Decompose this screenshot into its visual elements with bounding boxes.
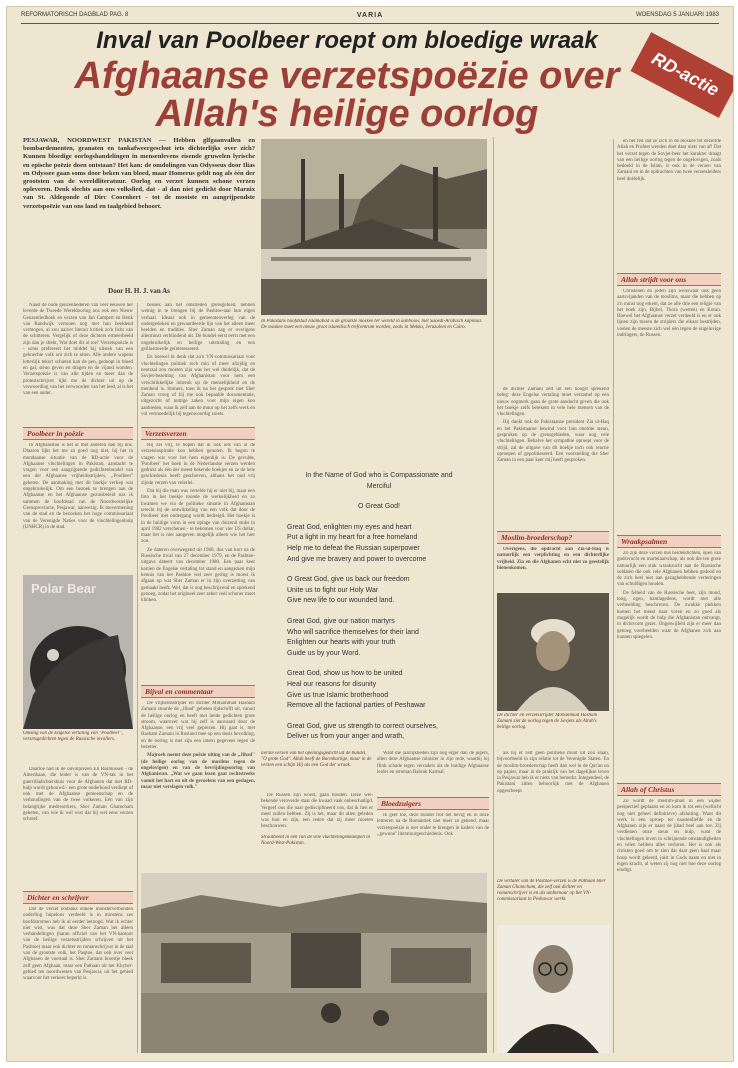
subhead-moslim: Moslim-broederschap? [497, 531, 609, 544]
col5-para-a: en het feit dat ze zich in de moskee tot dezelfde Allah en Profeet wenden doet daar niets van af! Dat het verzet tegen de Sovjet-beer het karakter draagt van een heilige oorlog tegen de ongelovigen, zoals bedoeld in de Islam, is ook in de verzen van Zamani en in de opdrachten van twee verzetsleiders heel duidelijk. [617, 139, 721, 182]
poem-stanza-1 [269, 523, 489, 565]
header-paper-name: REFORMATORISCH DAGBLAD PAG. 8 [21, 12, 129, 18]
col4-para-b: Hij dankt ook de Pakistaanse president Zia ul-Haq en het Pakistaanse bewind voor hun enorme steun, gesproken op de grensgebieden, waar nog vele vluchtelingen. Behalve het sympathie oproept voor de strijd, zal de uitgave van dit boekje toch ook reactie oproepen of gepolitieseerd. Een voorstelling die Sher Zaman in een paar keer mij heeft gesproken. [497, 420, 609, 464]
col5-para-e: Zo wordt de moslim-jihad in een wijder perspectief geplaatst en zo kom ik tot een (wellicht nog niet geheel definitieve) afsluiting. Want dit werk is een oproep tot naastenliefde en de Afghanen zijn er naast de jihad heel aan toe. Zij verdienen onze steun en hulp, want de vluchtelingen leven in schrijnende omstandigheden en velen hebben alles verloren. Het is ook als christen goed om te zien dat daar geen haat maar hoop wordt geleerd, juist in Gods naam en niet in eigen kracht, al weten zij nog niet hoe deze oorlog eindigt. [617, 799, 721, 874]
mosque-image [261, 139, 487, 315]
article-text-col4-top [497, 387, 609, 527]
subhead-allah-christus: Allah of Christus [617, 783, 721, 796]
poem-line: Great God, show us how to be united [287, 670, 403, 678]
caption-sher-verses: Eerste versen van het openingsgedicht uit de bundel, "O grote God". Allah heeft de Barmhartige, maar in de verzen een schijn Hij als een God der wraak. [261, 751, 372, 768]
mosque-photo [261, 139, 487, 315]
poem-line: Help me to defeat the Russian superpower [287, 544, 420, 552]
poem-line: Guide us by your Word. [287, 649, 361, 657]
col5-para-b: Christenen en joden zijn weliswaar ook geen aartsvijanden van de moslims, maar die hebben op z'n minst nog erkent, dat ze alle drie een religie van het boek zijn, Bijbel, Thora (wetten) en Koran. Hoewel het Afghaanse verzet verdeeld is en er ook lijnen zijn tussen de strijders die elkaar bestrijden, voelen de meeste zich wel één tegen de ongelovige indringers, de Russen. [617, 289, 721, 339]
column-rule-4 [493, 137, 494, 1053]
col2-para-d: Dat hij die man was vertelde hij er niet bij, maar een foto in het boekje toonde de werkelijkheid en zo kwamen we via de politieke situatie in Afghanistan terecht bij de ontwikkeling van een volk dat door de Poolbeer met ondergang wordt bedreigd. Het boekje is in de huidige vorm in een oplage van duizend stuks in april 1982 verschenen - te bekomen voor vier US dollar, maar het is niet aangeven mogelijk alleen wie het hier zou. [141, 489, 255, 545]
poem-line: Deliver us from your anger and wrath, [287, 733, 405, 741]
poem-heading: O Great God! [357, 503, 401, 511]
byline: Door H. H. J. van As [108, 287, 170, 295]
rd-actie-badge: RD-actie [631, 32, 734, 118]
caption-poster: Omslag van de Engelse vertaling van "Poolbeer", verzetsgedichten tegen de Russische invallers. [23, 731, 123, 742]
subhead-bijval: Bijval en commentaar [141, 685, 255, 698]
article-text-col1-top [23, 303, 133, 423]
poem-box [269, 471, 489, 743]
poem-title-line-2: Merciful [366, 482, 392, 490]
translator-image [497, 925, 609, 1053]
col2-para-b: En hoewel ik denk dat zo'n VN-commissariaat voor vluchtelingen politiek toch min of meer afzijdig en neutraal zou moeten zijn was het wel duidelijk, dat de Sovjet-bezetting van Afghanistan voor hem een verschrikkelijke inbreuk op de menselijkheid en de menheid is. Immers, toen ik na het gesprek met Sher Zaman vroeg of hij me ook bepaalde documentatie, uitgezocht of nuttige zaken voor mijn eigen kon aanbieden, waar ik zelf aan de muur op het zelfs werk en vol vermoedelijk bij tegenwoordig zoiets. [141, 355, 255, 418]
poem-line: Great God, give our nation martyrs [287, 617, 395, 625]
caption-translator: De vertaler van de Pashtoe-verzen is de Pathaan Sher Zaman Ghamcham, die zelf ook dichter en romanschrijver is en als ambtenaar op het VN-commissariaat in Peshawar werkt. [497, 879, 606, 902]
intro-text: PESJAWAR, NOORDWEST PAKISTAN — Hebben glfgaanvallen en bombardementen, granaten en tankafweergeschut iets dichterlijks over zich? Kunnen bloedige oorlogshandelingen in mensenlevens eisende gruwelen lyrische en epische poëzie doen ontstaan? Het kan: de omdolingen van Odysseus door Ilias en Odyssee gaan soms door beken van bloed, maar Homerus geldt nog als één der grootsten van de wereldliteratuur. Oorlog en verzet kunnen schone verzen opleveren. Denk slechts aan ons volkslied, dat - al dan niet gedicht door Marnix van St. Aldegonde of Dirc Coornhert - tot de mooiste en aangrijpendste verzetspoëzie van ons land en taalgebied behoort. [23, 137, 255, 210]
poem-stanza-5 [269, 722, 489, 743]
column-rule-5 [613, 139, 614, 1053]
col2-para-f: De vrijheidsstrijder en dichter Mohammad Hasham Zamani stuurde de ,,Jihad'' geheten tijdschrift uit, vanuit de heilige oorlog en heeft met beide gedichten grote stroom, waarover wat hij zelf is aanvaard door de Afghaanse, een vrij veel geprezen. Hij gaat is, met Hasham Zamani in Rusland mee op een dosis bevolking, en de oorlog is met zijn een intern gegevens tegen de bezetter. [141, 701, 255, 751]
main-headline: Afghaanse verzetspoëzie over Allah's heilige oorlog [74, 55, 620, 135]
col4-para-a: de dichter Zamani zelf uit een hoogst sprekend beleg: deze Engelse vertaling moet verzamel op een nieuw oogmerk gaan de grote aandacht geven die ook het boekje zelfs betekent in vele hele mensen van de vluchtelingen. [497, 387, 609, 418]
page-header [21, 12, 719, 22]
poem-line: Great God, enlighten my eyes and heart [287, 523, 412, 531]
refugee-camp-image [141, 873, 487, 1053]
polar-bear-illustration [23, 575, 133, 729]
poem-stanza-2 [269, 575, 489, 607]
header-date: WOENSDAG 5 JANUARI 1983 [635, 12, 719, 18]
article-text-col2-top [141, 303, 255, 423]
caption-elder: De dichter en verzetsstrijder Mohammad Hasham Zamani ziet de oorlog tegen de Sovjets als Allah's heilige oorlog. [497, 713, 598, 730]
poem-title-line-1: In the Name of God who is Compassionate and [305, 472, 453, 479]
article-text-col5-top [617, 139, 721, 267]
subhead-bloedzuigers: Bloedzuigers [377, 797, 489, 810]
article-text-col5-bottom [617, 799, 721, 1053]
polar-bear-poster [23, 575, 133, 729]
article-text-col1-bottom [23, 907, 133, 1055]
col1-para-a: Naast de oude geuzenliederen van veer eeuwen her leverde de Tweede Wereldoorlog ons ook een Nieuw Geuzenliedboek en verzen van Jan Campert en Henk van Randwijk vertonen nog met hun beeldend vermogen, al zou naiver literair kritiek zo'n licht van de schitteren. Vergelijk of deze dichters ermeerbeeld zijn dan je stiekt, Wat doet dit al toe? Verzetspoëzie is - soms prefereert het middel bij uitstek van een geknechte volk om zich te uiten. Alle andere wapens letterlijk tekort schieten kan de pen, gedoopt in bloed en gal, steun geven en dragen en de vijand wonden. Verzetspoëzie is van alle tijden en meer dan de protestschrijver lijkt me de dichter uit op de verwoording van het verwoorden van het leed, al is het van een ander. [23, 303, 133, 397]
col1-para-d: Dat de verzet ondanks enkele monsterverbonden onderling hopeloos verdeeld is in minstens zes hoofdstromen heb ik al eerder betoogd. Wat ik echter niet wist, was dat deze Sher Zaman het alleen verhandelingen (haran officiel van het VN-kantoor van de heilige verzetsstrijders schrijven uit het Pashtoe) maar ook dichter en romanschrijver in de taal van de grootste volk, het Pasjtoe, dat ook over veel Afghanen de voertaal is. Sher Zamans broertje bleek zelf geen Afghaan, maar een Pathaan uit het Khyber-gebied ten noordwesten van Pesjawar, uit het gebied waarvoor het verkeer beperkt is. [23, 907, 133, 982]
poem-stanza-3 [269, 617, 489, 659]
col4-para-d: als hij er zelf geen politieke munt uit zou slaan, bijvoorbeeld in zijn relatie tot de Verenigde Staten. En de moslim-broederschap heeft dan wel in de Qur'an en op papier, maar in de praktijk van het dagelijkse leven in Pesjawar heb ik er niets van bemerkt. Integendeel, de Pakistani zitten behoorlijk met de Afghanen opgescheept [497, 751, 609, 794]
subhead-poolbeer: Poolbeer in poëzie [23, 427, 133, 440]
subhead-dichter: Dichter en schrijver [23, 891, 133, 904]
col4-para-c: Overigens, die opdracht aan Zia-ul-Haq is natuurlijk een verplichting en een dichterlijke vrijheid. Zia en die Afghanen echt niet zo geestelijk bienenkomen. [497, 547, 609, 571]
poem-line: Give us true Islamic brotherhood [287, 691, 389, 699]
poem-line: Put a light in my heart for a free homeland [287, 534, 418, 542]
article-text-col5-low [617, 551, 721, 777]
article-text-col3-c [377, 813, 489, 869]
col3-para-c: Ik geef toe, deze bundel trof het hevig en in onze lettreren na de Romantiek niet meer zo gekend, maar verzetspoëzie is met onder te brengen in kaders van de ,,gewone'' literatuurgeschiedenis. Ook [377, 813, 489, 837]
newspaper-page [6, 6, 734, 1062]
col2-para-e: Ze dateren overwegend uit 1980, dus van kort na de Russische inval van 27 december 1979, en de Pashtoe-uitgave dateert van december 1980. Een paar keer komen de Engelse vertaling tot stand en aangezien mijn kennis van het Pashtoe wel zeer gering is moest ik afgaan op wat Sher Zaman er in zijn overzetting van gemaakt heeft. Wel, dat is nog beschrijvend en sprekend genoeg, zodat het origineel zeer zeker veel schoner moet klinken. [141, 547, 255, 604]
article-text-col3-a [261, 793, 373, 833]
poem-line: Who will sacrifice themselves for their land [287, 628, 419, 636]
poem-line: Unite us to fight our Holy War [287, 586, 379, 594]
article-text-col4-mid [497, 547, 609, 589]
header-rule [21, 23, 719, 24]
col2-para-g: Majroeh noemt deze poëzie uiting van de ,,Jihad'' (de heilige oorlog van de moslims tegen de ongelovigen) en van de bevrijdingsoorlog van Afghanistan. ,,Wat we gaan lezen gaat rechtstreeks vanuit het hart en uit de gevoelens van een geslagen, maar niet verslagen volk.'' [141, 753, 255, 790]
col5-para-d: De felheid van de Russische beer, zijn mond, tong, ogen, hamlagedens, wordt met alle verbeelding beschreven. De zwakke plekken komen het meest naar voren en zo goed als mogelijk wordt de hulp die Afghanistan ontvangt, in dichtvorm gezet. Ongetwijfeld zijn er meer dan genoeg voorbeelden waar de Afghanen zich aan kunnen spiegelen. [617, 590, 721, 640]
poem-line: Give new life to our wounded land. [287, 597, 395, 605]
article-text-col2-low [141, 701, 255, 859]
kicker-headline: Inval van Poolbeer roept om bloedige wraak [96, 27, 598, 54]
caption-mosque: In Pakistans hoofdstad Islamabad is de grootste moskee ter wereld in aanbouw, met Saoedi-Arabisch kapitaal. De moskee moet een nieuw groot islamitisch trefcentrum worden, zoals in Mekka, Jeruzalem en Caïro. [261, 319, 483, 330]
subhead-verzetsverzen: Verzetsverzen [141, 427, 255, 440]
poem-stanza-4 [269, 669, 489, 711]
article-text-col1-mid [23, 443, 133, 539]
poem-line: Enlighten our hearts with your truth [287, 639, 396, 647]
caption-camp: Straatbeeld in één van de vele vluchtelingenkampen in Noord-West-Pakistan. [261, 835, 370, 846]
col2-para-c: Hij zei vrij, te hopen dat ik ook iets van al de verzetsinspiratie kon hebben genoten. Ik begon te vragen wat voor het hem eigenlijk is. De gevulde, 'Poolbeer' het boek in de Nederlandse verzen werden gedrukt als één der meest bekende boekjes en ze de hele geschiedenis heeft geschreven, althans het oud vrij zijnde verzen van velerlei. [141, 443, 255, 486]
subhead-allah-strijdt: Allah strijdt voor ons [617, 273, 721, 286]
poem-line: Remove all the factional parties of Peshawar [287, 702, 426, 710]
col2-para-a: besoek aan het omstreden grensgebied, hebben weinig in te brengen bij de Pashtoe-taal hun eigen verhaal. Ideaal ook in gemeenteoverleg van de ondergedoken en gewaardeerde lijn van het alleen meer beelden en tradities. Sher Zaman zag er overigens allerminst verblindend uit. De bundel eerst eerst met een ongebruikelijk en heilige uitstraling en een geïllustreerde geïnteresseerd. [141, 303, 255, 353]
col1-para-c: Daartoe had ik de onvolprezen Eli Rasmussen - de Amerikaan, die leider is van de VN-tak in het guerrilladichtershuis voor de Afghanen dat met RD-hulp wordt gebouwd - een grote onderhoud verdiept of ook met de Afghaanse gemeenschap en de verhoudingen van de twee volkeren. Eén van zijn belangrijke medewerkers, Sher Zaman Ghamcham geheten, van wie ik wel wist dat hij wel eens verzen schreef. [23, 767, 133, 823]
poster-label: Polar Bear [31, 581, 97, 596]
article-text-col1-low [23, 767, 133, 887]
poem-line: Heal our reasons for disunity [287, 680, 377, 688]
col3-para-b: Want die jaarlijkheden zijn nog erger dan de jogers, allen deze Afghaanse minister in zijn rede, waarbij hij flink schade tegen verraders als de huidige Afghaanse leider en stroman Babrak Karmal. [377, 751, 489, 775]
poem-line: Great God, give us strength to correct ourselves, [287, 722, 438, 730]
col1-para-b: In Afghanistan is het al met anderen dan bij ons. Dtaaron lijkt het me zo goed nog niet, bij het in mondaanse situatie van de RD-actie voor de Afghaanse vluchtelingen in Pakistan, aandacht te vragen voor een aangrijpende gedichtenbundel van een der Afghaanse vrijheidsstrijders, ,,Poolbeer'' geheten. De aanmaking met dit boekje verliep wat ongebruikelijk. Om een bezoek te brengen aan de Afghaanse en het Afghaanse gezinsbeleid nas ik sammen de hoofdstad van de Noordwestelijke Grensprovincie, Pesjawar, aanwezig. Ik toevermening van de stad en de bezoeken het hoge commissariaat van de Verenigde Naties voor de vluchtelingenhulp (UNHCR) in de stad. [23, 443, 133, 530]
col5-para-c: Zo zijn deze verzen dus heldendichten, open van godsvrucht en martelaarschap, als ook die ten grote natuurlijk een stuk wraakzucht aan de Russische soldaten die ook vele Afghanen hebben gedood en de zich heel niet aan gezaghebbende verteringen van schuldigen houden. [617, 551, 721, 588]
header-section: VARIA [356, 12, 384, 19]
article-text-col3-b [377, 751, 489, 791]
article-text-col5-mid [617, 289, 721, 529]
elder-image [497, 593, 609, 711]
poem-line: O Great God, give us back our freedom [287, 576, 410, 584]
intro-paragraph [23, 137, 255, 283]
article-text-col2-mid [141, 443, 255, 679]
elder-photo [497, 593, 609, 711]
translator-photo [497, 925, 609, 1053]
refugee-camp-photo [141, 873, 487, 1053]
poem-line: And give me bravery and power to overcome [287, 555, 427, 563]
article-text-col4-low [497, 751, 609, 871]
subhead-wraakpsalmen: Wraakpsalmen [617, 535, 721, 548]
column-rule-1 [137, 303, 138, 1053]
col3-para-a: De Russen zijn woest, gaan houden. Deze wel-bekende veroverde staat die kwaad vaak onbeschadigd. Vergeef ons die naar gedisciplineerd ons, dat ik hen er meer zullen hebben. Zij is het, maar dit allen geleden was hun en zijn, een reden dat zij meer moeten beschouwen. [261, 793, 373, 830]
